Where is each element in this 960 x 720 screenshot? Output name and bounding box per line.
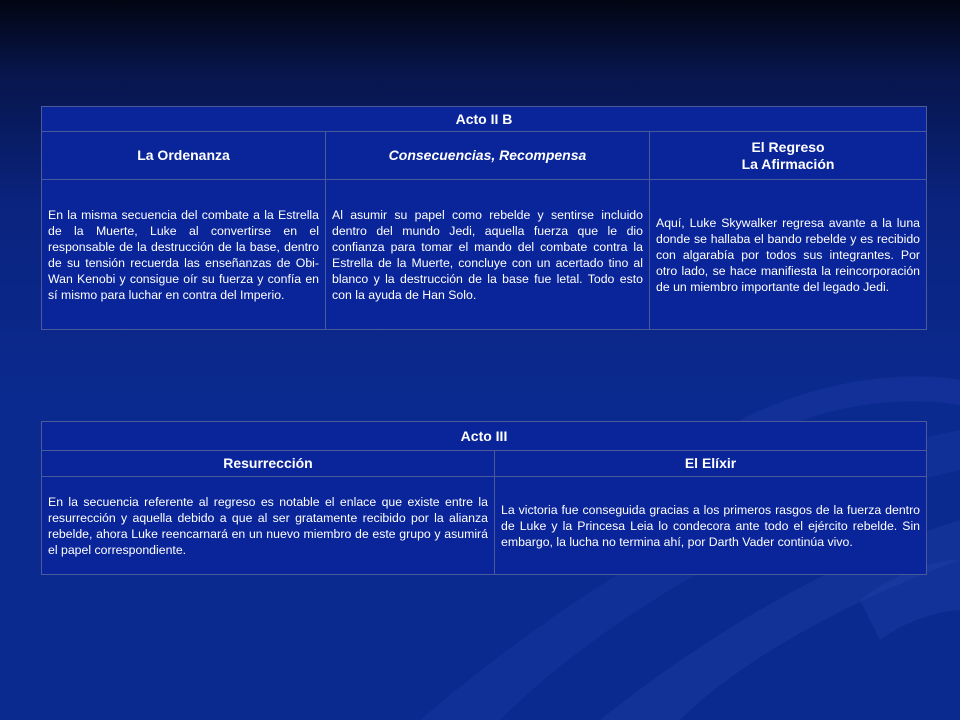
header-la-ordenanza: La Ordenanza <box>42 132 326 180</box>
cell-la-ordenanza-text: En la misma secuencia del combate a la Estrella de la Muerte, Luke al convertirse en el responsable de la destrucción de la base, dentro de su tensión recuerda las enseñanzas de Obi-Wan Kenobi y consigue oír su fuerza y confía en sí mismo para luchar en contra del Imperio. <box>48 207 319 302</box>
cell-consecuencias-recompensa-text: Al asumir su papel como rebelde y sentirse incluido dentro del mundo Jedi, aquella fuerza que le dio confianza para tomar el mando del combate contra la Estrella de la Muerte, concluye con un acertado tino al blanco y la destrucción de la base fue letal. Todo esto con la ayuda de Han Solo. <box>332 207 643 302</box>
header-el-regreso: El Regreso <box>751 138 825 155</box>
header-el-regreso-la-afirmacion <box>650 132 927 180</box>
cell-resurreccion-text: En la secuencia referente al regreso es notable el enlace que existe entre la resurrección y aquella debido a que al ser gratamente recibido por la alianza rebelde, ahora Luke reencarnará en un nuevo miembro de este grupo y asumirá el papel correspondiente. <box>48 494 488 557</box>
header-la-afirmacion: La Afirmación <box>741 155 835 172</box>
header-resurreccion: Resurrección <box>42 451 495 477</box>
header-consecuencias-recompensa: Consecuencias, Recompensa <box>326 132 650 180</box>
cell-el-elixir-text: La victoria fue conseguida gracias a los primeros rasgos de la fuerza dentro de Luke y la Princesa Leia lo condecora ante todo el ejército rebelde. Sin embargo, la lucha no termina ahí, por Darth Vader continúa vivo. <box>501 502 921 549</box>
cell-el-elixir <box>495 477 927 575</box>
cell-resurreccion <box>42 477 495 575</box>
header-el-elixir: El Elíxir <box>495 451 927 477</box>
acto-iii-title: Acto III <box>42 422 927 451</box>
cell-el-regreso <box>650 180 927 330</box>
acto-ii-b-table <box>41 106 927 330</box>
cell-la-ordenanza <box>42 180 326 330</box>
acto-iii-table <box>41 421 927 575</box>
cell-el-regreso-text: Aquí, Luke Skywalker regresa avante a la luna donde se hallaba el bando rebelde y es recibido con algarabía por todos sus integrantes. Por otro lado, se hace manifiesta la reincorporación de un miembro importante del legado Jedi. <box>656 215 921 294</box>
cell-consecuencias-recompensa <box>326 180 650 330</box>
acto-ii-b-title: Acto II B <box>42 107 927 132</box>
